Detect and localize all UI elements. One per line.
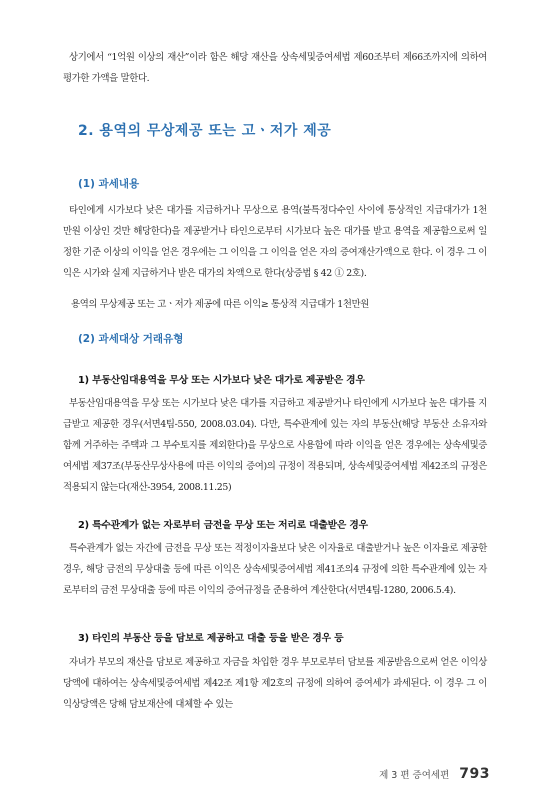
subheading-collateral-loan: 3) 타인의 부동산 등을 담보로 제공하고 대출 등을 받은 경우 등 — [78, 633, 344, 644]
footer-section-label: 제 3 편 증여세편 — [379, 770, 450, 781]
paragraph-taxation-content: 타인에게 시가보다 낮은 대가를 지급하거나 무상으로 용역(불특정다수인 사이에 통상적인 지급대가가 1천만원 이상인 것만 해당한다)을 제공받거나 타인으로부터 시가보다 높은 대가를 받고 용역을 제공함으로써 일정한 기준 이상의 이익을 얻은 경우에는 그 이익을 그 이익을 얻은 자의 증여재산가액으로 한다. 이 경우 그 이익은 시가와 실제 지급하거나 받은 대가의 차액으로 한다(상증법 § 42 ① 2호). — [63, 205, 487, 279]
section-heading: 2. 용역의 무상제공 또는 고ㆍ저가 제공 — [78, 123, 332, 139]
subheading-real-estate-rental: 1) 부동산임대용역을 무상 또는 시가보다 낮은 대가로 제공받은 경우 — [78, 375, 365, 386]
paragraph-interest-free-loan: 특수관계가 없는 자간에 금전을 무상 또는 적정이자율보다 낮은 이자율로 대출받거나 높은 이자율로 제공한 경우, 해당 금전의 무상대출 등에 따른 이익은 상속세및증여세법 제41조의4 규정에 의한 특수관계에 있는 자로부터의 금전 무상대출 등에 따른 이익의 증여규정을 준용하여 계산한다(서면4팀-1280, 2006.5.4). — [63, 543, 487, 596]
subheading-interest-free-loan: 2) 특수관계가 없는 자로부터 금전을 무상 또는 저리로 대출받은 경우 — [78, 520, 368, 531]
paragraph-collateral-loan: 자녀가 부모의 재산을 담보로 제공하고 자금을 차입한 경우 부모로부터 담보를 제공받음으로써 얻은 이익상당액에 대하여는 상속세및증여세법 제42조 제1항 제2호의 규정에 의하여 증여세가 과세된다. 이 경우 그 이익상당액은 당해 담보재산에 대체할 수 있는 — [63, 657, 487, 710]
page-footer — [379, 766, 490, 782]
paragraph-threshold-formula: 용역의 무상제공 또는 고ㆍ저가 제공에 따른 이익≥ 통상적 지급대가 1천만원 — [71, 299, 369, 310]
paragraph-real-estate-rental: 부동산임대용역을 무상 또는 시가보다 낮은 대가를 지급하고 제공받거나 타인에게 시가보다 높은 대가를 지급받고 제공한 경우(서면4팀-550, 2008.03.04). 다만, 특수관계에 있는 자의 부동산(해당 부동산 소유자와 함께 거주하는 주택과 그 부수토지를 제외한다)을 무상으로 사용함에 따라 이익을 얻은 경우에는 상속세및증여세법 제37조(부동산무상사용에 따른 이익의 증여)의 규정이 적용되며, 상속세및증여세법 제42조의 규정은 적용되지 않는다(재산-3954, 2008.11.25) — [63, 398, 487, 493]
subheading-taxation-content: (1) 과세내용 — [78, 178, 140, 190]
subheading-transaction-types: (2) 과세대상 거래유형 — [78, 333, 184, 345]
page-number: 793 — [459, 766, 490, 782]
paragraph-intro: 상기에서 “1억원 이상의 재산”이라 함은 해당 재산을 상속세및증여세법 제60조부터 제66조까지에 의하여 평가한 가액을 말한다. — [63, 52, 487, 84]
